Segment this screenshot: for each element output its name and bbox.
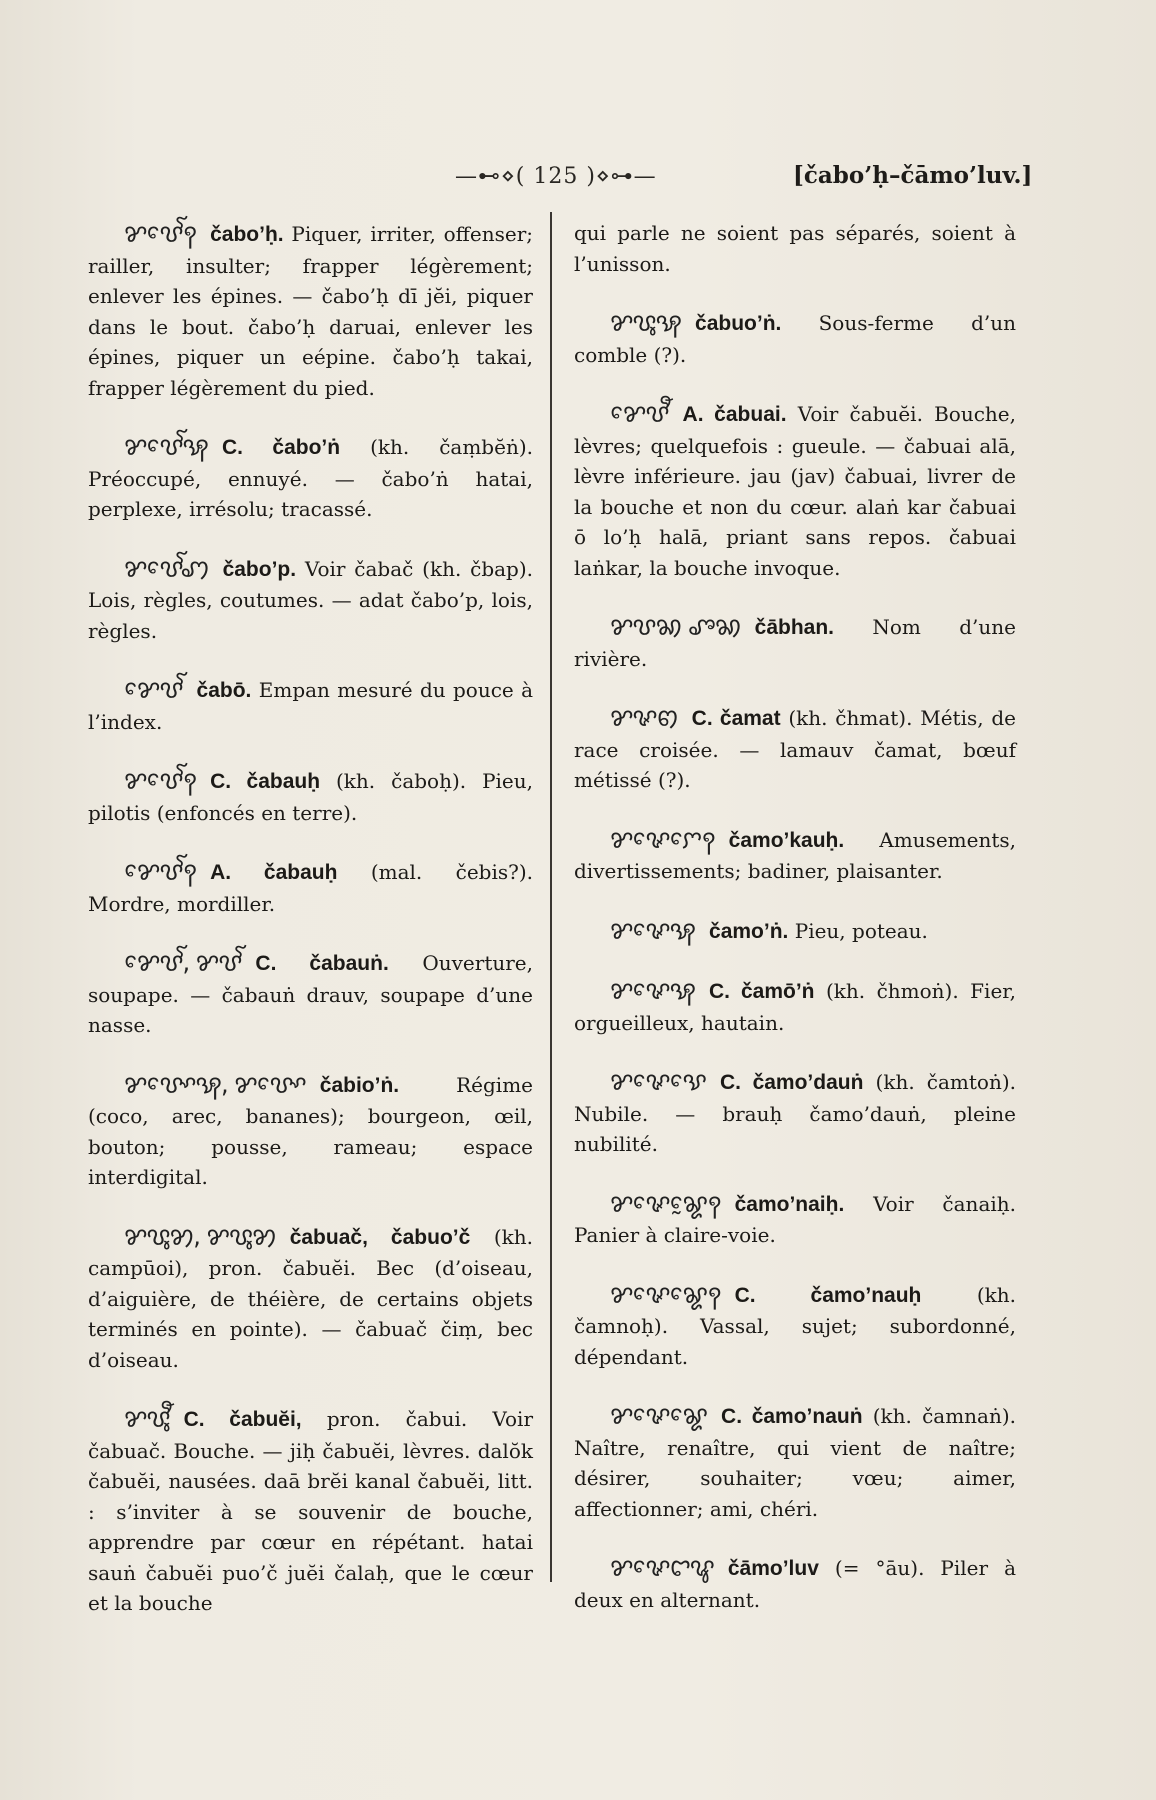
cham-script-word: ꨌꨝꨶꩂ	[610, 307, 682, 337]
entry-headword: C. čabauḥ	[210, 770, 321, 793]
cham-script-word: ꨌꨟꩅ	[610, 702, 678, 732]
entry-headword: čāmo’luv	[727, 1557, 819, 1580]
cham-script-word: ꨌꨯꨝꨱ, ꨌꨝꨱ	[124, 947, 242, 977]
entry-headword: čabuo’ṅ.	[695, 312, 782, 335]
cham-script-word: ꨌꨝꨳꨯꩂ, ꨌꨝꨳꨯ	[124, 1068, 306, 1099]
entry-definition: (kh. čamtoṅ). Nubile. — brauḥ čamo’dauṅ, pleine nubilité.	[574, 1070, 1016, 1156]
running-head: [čabo’ḥ–čāmo’luv.]	[793, 162, 1033, 189]
cham-script-word: ꨌꨟꨯꨘꨰꩍ	[610, 1187, 721, 1218]
cham-script-word: ꨌꨝꨶꩄ, ꨌꨝꨶꩄ	[124, 1220, 276, 1251]
cham-script-word: ꨌꨯꨝꨱ	[124, 674, 183, 704]
entry-definition: Piquer, irriter, offenser; railler, insulter; frapper légèrement; enlever les épines. — čabo’ḥ dī jĕi, piquer dans le bout. čabo’ḥ daruai, enlever les épines, piquer un eépine. čabo’ḥ takai, frapper légèrement du pied.	[88, 222, 533, 400]
entry-definition: Amusements, divertissements; badiner, plaisanter.	[574, 827, 1016, 883]
cham-script-word: ꨌꨯꨝꨬ	[610, 398, 669, 428]
cham-script-word: ꨌꨯꨝꨱꩍ	[124, 856, 197, 886]
entry-definition: (= °āu). Piler à deux en alternant.	[574, 1556, 1016, 1612]
cham-script-word: ꨌꨝꨯꨱꩇ	[124, 552, 209, 583]
entry-definition: (mal. čebis?). Mordre, mordiller.	[88, 860, 533, 916]
entry-headword: C. čabauṅ.	[255, 952, 389, 975]
entry-headword: čābhan.	[754, 616, 834, 639]
entry-headword: čamo’naiḥ.	[734, 1192, 845, 1216]
cham-script-word: ꨌꨟꨯꩂ	[610, 975, 696, 1005]
entry-continuation: qui parle ne soient pas séparés, soient à l’unisson.	[574, 221, 1016, 276]
entry-headword: C. čabuĕi,	[183, 1408, 302, 1431]
cham-script-word: ꨌꨟꨯꨕꨯ	[610, 1066, 706, 1096]
entry-definition: Voir čabač (kh. čbap). Lois, règles, coutumes. — adat čabo’p, lois, règles.	[88, 556, 534, 643]
entry-headword: čabio’ṅ.	[319, 1073, 400, 1097]
dictionary-entry	[574, 915, 1016, 948]
entry-definition: (kh. campūoi), pron. čabuĕi. Bec (d’oiseau, d’aiguière, de théière, de certains objets terminés en pointe). — čabuač čiṃ, bec d’oiseau.	[88, 1224, 533, 1372]
entry-headword: čabuač, čabuo’č	[289, 1225, 471, 1249]
dictionary-entry	[574, 307, 1016, 370]
cham-script-word: ꨌꨝꩆ ꨨꩆ	[610, 611, 741, 641]
dictionary-entry	[574, 1188, 1016, 1251]
dictionary-entry	[574, 1400, 1016, 1524]
dictionary-entry	[88, 765, 533, 828]
dictionary-entry	[574, 611, 1016, 674]
cham-script-word: ꨌꨝꨯꨱꩍ	[124, 765, 197, 795]
dictionary-entry	[574, 398, 1016, 583]
page-header	[0, 160, 1156, 200]
dictionary-entry	[88, 218, 533, 403]
cham-script-word: ꨌꨝꨶꨬ	[124, 1403, 170, 1433]
entry-definition: Sous-ferme d’un comble (?).	[574, 311, 1016, 367]
entry-headword: C. čamat	[691, 707, 781, 730]
dictionary-entry	[88, 947, 533, 1041]
entry-definition: Pieu, poteau.	[794, 918, 928, 943]
dictionary-entry	[88, 431, 533, 525]
entry-definition: (kh. čaboḥ). Pieu, pilotis (enfoncés en terre).	[88, 769, 533, 825]
dictionary-entry	[88, 1221, 533, 1376]
entry-definition: pron. čabui. Voir čabuač. Bouche. — jiḥ čabuĕi, lèvres. dalŏk čabuĕi, nausées. daā brĕi kanal čabuĕi, litt. : s’inviter à se souvenir de bouche, apprendre par cœur en répétant. hatai sauṅ čabuĕi puo’č juĕi čalaḥ, que le cœur et la bouche	[88, 1407, 534, 1615]
column-divider	[550, 212, 552, 1582]
entry-definition: Voir čanaiḥ. Panier à claire-voie.	[574, 1191, 1016, 1247]
dictionary-entry	[88, 1403, 533, 1619]
entry-headword: čabo’p.	[222, 557, 297, 581]
entry-headword: čabō.	[196, 679, 252, 702]
cham-script-word: ꨌꨟꨯꨘꨯꩍ	[610, 1278, 721, 1309]
entry-headword: C. čamo’nauḥ	[734, 1283, 922, 1307]
dictionary-entry	[88, 856, 533, 919]
entry-headword: C. čamo’dauṅ	[720, 1071, 864, 1094]
entry-headword: C. čamo’nauṅ	[721, 1405, 863, 1428]
entry-headword: A. čabuai.	[682, 403, 787, 426]
entry-definition: (kh. čamnoḥ). Vassal, sujet; subordonné, dépendant.	[574, 1282, 1016, 1369]
dictionary-entry	[88, 553, 533, 647]
entry-headword: C. čamō’ṅ	[709, 980, 815, 1003]
dictionary-entry	[574, 824, 1016, 887]
cham-script-word: ꨌꨟꨯꩂ	[610, 914, 696, 945]
dictionary-entry	[574, 702, 1016, 796]
entry-headword: čamo’ṅ.	[709, 919, 789, 943]
entry-definition: (kh. čaṃbĕṅ). Préoccupé, ennuyé. — čabo’ṅ hatai, perplexe, irrésolu; tracassé.	[88, 435, 533, 521]
page-number: —⊷⋄( 125 )⋄⊶—	[455, 164, 657, 189]
dictionary-entry	[88, 674, 533, 737]
left-column	[88, 218, 533, 1647]
cham-script-word: ꨌꨟꨯꨤꨥ	[610, 1552, 714, 1582]
cham-script-word: ꨌꨟꨯꨆꨯꩍ	[610, 823, 715, 854]
cham-script-word: ꨌꨝꨯꨱꩍ	[124, 218, 197, 248]
entry-definition: Régime (coco, arec, bananes); bourgeon, œil, bouton; pousse, rameau; espace interdigital.	[88, 1072, 533, 1189]
dictionary-entry	[88, 1069, 533, 1193]
entry-definition: Ouverture, soupape. — čabauṅ drauv, soupape d’une nasse.	[88, 951, 533, 1037]
entry-definition: (kh. čamnaṅ). Naître, renaître, qui vient de naître; désirer, souhaiter; vœu; aimer, affectionner; ami, chéri.	[574, 1404, 1016, 1521]
dictionary-entry	[574, 1066, 1016, 1160]
dictionary-entry	[574, 975, 1016, 1038]
cham-script-word: ꨌꨝꨯꨱꩂ	[124, 431, 208, 461]
entry-definition: (kh. čhmoṅ). Fier, orgueilleux, hautain.	[574, 979, 1016, 1035]
entry-definition: Empan mesuré du pouce à l’index.	[88, 678, 534, 734]
entry-headword: A. čabauḥ	[210, 861, 338, 884]
entry-definition: Voir čabuĕi. Bouche, lèvres; quelquefois : gueule. — čabuai alā, lèvre inférieure. jau (jav) čabuai, livrer de la bouche et non du cœur. alaṅ kar čabuai ō lo’ḥ halā, priant sans repos. čabuai laṅkar, la bouche invoque.	[574, 402, 1017, 580]
entry-headword: čamo’kauḥ.	[728, 828, 845, 852]
entry-headword: C. čabo’ṅ	[221, 436, 341, 459]
cham-script-word: ꨌꨟꨯꨘꨯ	[610, 1400, 708, 1430]
entry-definition: (kh. čhmat). Métis, de race croisée. — lamauv čamat, bœuf métissé (?).	[574, 706, 1016, 792]
entry-definition: Nom d’une rivière.	[574, 615, 1017, 671]
dictionary-entry	[574, 1279, 1016, 1373]
dictionary-entry	[574, 1552, 1016, 1615]
entry-headword: čabo’ḥ.	[210, 223, 284, 246]
right-column	[574, 218, 1016, 1643]
